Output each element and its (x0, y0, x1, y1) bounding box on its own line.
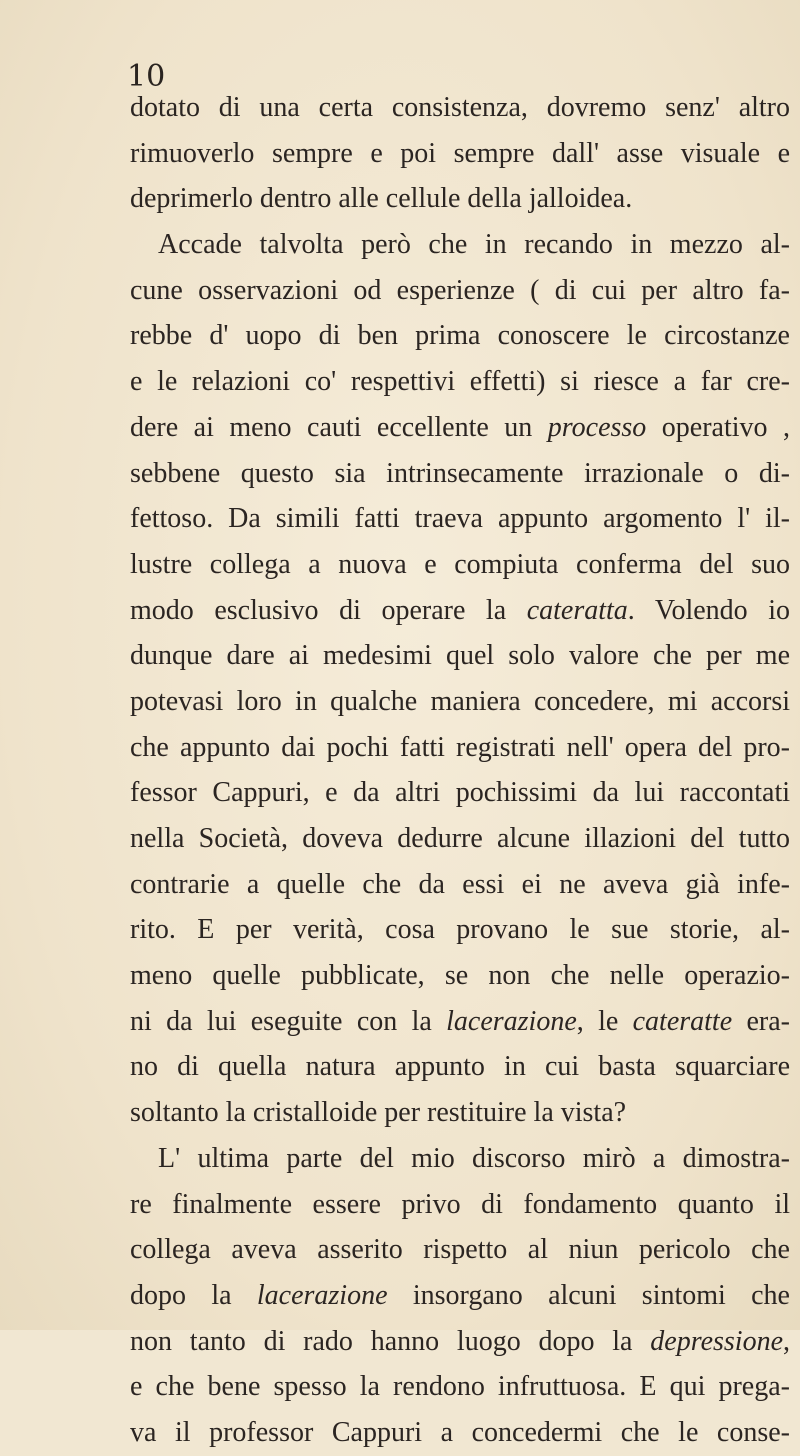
italic-term: lacerazione (256, 1279, 388, 1311)
text-line (130, 359, 790, 405)
text-segment: soltanto la cristalloide per restituire la vista? (130, 1097, 627, 1129)
text-segment: e che bene spesso la rendono infruttuosa. E qui prega- (130, 1371, 790, 1403)
text-line (130, 1319, 790, 1365)
text-line (130, 1364, 790, 1410)
text-line (130, 1182, 790, 1228)
text-line (130, 1273, 790, 1319)
text-segment: sebbene questo sia intrinsecamente irrazionale o di- (130, 457, 790, 489)
text-segment: rito. E per verità, cosa provano le sue storie, al- (130, 914, 790, 946)
text-segment: dere ai meno cauti eccellente un (130, 411, 548, 443)
text-segment: e le relazioni co' respettivi effetti) si riesce a far cre- (130, 366, 790, 398)
text-segment: fettoso. Da simili fatti traeva appunto argomento l' il- (130, 503, 790, 535)
text-line (130, 542, 790, 588)
text-line (130, 131, 790, 177)
text-segment: non tanto di rado hanno luogo dopo la (130, 1325, 651, 1357)
text-segment: , (783, 1325, 790, 1357)
text-segment: dunque dare ai medesimi quel solo valore che per me (130, 640, 790, 672)
text-segment: insorgano alcuni sintomi che (387, 1279, 790, 1311)
text-segment: cune osservazioni od esperienze ( di cui per altro fa- (130, 274, 790, 306)
italic-term: lacerazione (446, 1005, 577, 1037)
italic-term: cateratta (526, 594, 628, 626)
text-line (130, 268, 790, 314)
body-text (130, 85, 790, 1456)
text-segment: L' ultima parte del mio discorso mirò a dimostra- (158, 1142, 790, 1174)
text-line (130, 1410, 790, 1456)
text-segment: rebbe d' uopo di ben prima conoscere le circostanze (130, 320, 790, 352)
italic-term: processo (547, 411, 647, 443)
text-segment: era- (732, 1005, 790, 1037)
text-line (130, 725, 790, 771)
text-line (130, 588, 790, 634)
text-segment: Accade talvolta però che in recando in mezzo al- (158, 229, 790, 261)
text-segment: potevasi loro in qualche maniera concedere, mi accorsi (130, 685, 790, 717)
text-segment: va il professor Cappuri a concedermi che le conse- (130, 1416, 790, 1448)
text-line (130, 85, 790, 131)
text-line (130, 999, 790, 1045)
text-line (130, 496, 790, 542)
text-segment: nella Società, doveva dedurre alcune illazioni del tutto (130, 823, 790, 854)
text-segment: operativo , (646, 411, 790, 443)
italic-term: depressione (650, 1325, 783, 1357)
text-line (130, 1044, 790, 1090)
text-line (130, 176, 790, 222)
page-number: 10 (127, 59, 166, 94)
italic-term: cateratte (632, 1005, 733, 1037)
text-line (130, 679, 790, 725)
text-segment: rimuoverlo sempre e poi sempre dall' asse visuale e (130, 137, 790, 169)
text-line (130, 953, 790, 999)
text-line (130, 1227, 790, 1273)
text-segment: modo esclusivo di operare la (130, 594, 527, 626)
text-segment: meno quelle pubblicate, se non che nelle operazio- (130, 960, 790, 992)
paragraph-start-line (130, 222, 790, 268)
text-segment: re finalmente essere privo di fondamento quanto il (130, 1188, 790, 1220)
text-segment: dotato di una certa consistenza, dovremo senz' altro (130, 92, 790, 123)
text-line (130, 451, 790, 497)
text-line (130, 313, 790, 359)
text-segment: , le (576, 1005, 633, 1037)
paragraph-start-line (130, 1136, 790, 1182)
text-segment: ni da lui eseguite con la (130, 1005, 447, 1037)
text-segment: . Volendo io (627, 594, 791, 626)
text-line (130, 633, 790, 679)
text-segment: contrarie a quelle che da essi ei ne aveva già infe- (130, 868, 790, 900)
text-line (130, 907, 790, 953)
text-segment: collega aveva asserito rispetto al niun pericolo che (130, 1234, 790, 1266)
text-segment: deprimerlo dentro alle cellule della jalloidea. (130, 183, 633, 215)
text-segment: lustre collega a nuova e compiuta conferma del suo (130, 548, 790, 580)
text-line (130, 770, 790, 816)
text-segment: fessor Cappuri, e da altri pochissimi da lui raccontati (130, 777, 790, 809)
text-line (130, 816, 790, 862)
text-line (130, 1090, 790, 1136)
text-segment: che appunto dai pochi fatti registrati nell' opera del pro- (130, 731, 790, 763)
text-segment: no di quella natura appunto in cui basta squarciare (130, 1051, 790, 1083)
text-segment: dopo la (130, 1279, 257, 1311)
text-line (130, 405, 790, 451)
text-line (130, 862, 790, 908)
